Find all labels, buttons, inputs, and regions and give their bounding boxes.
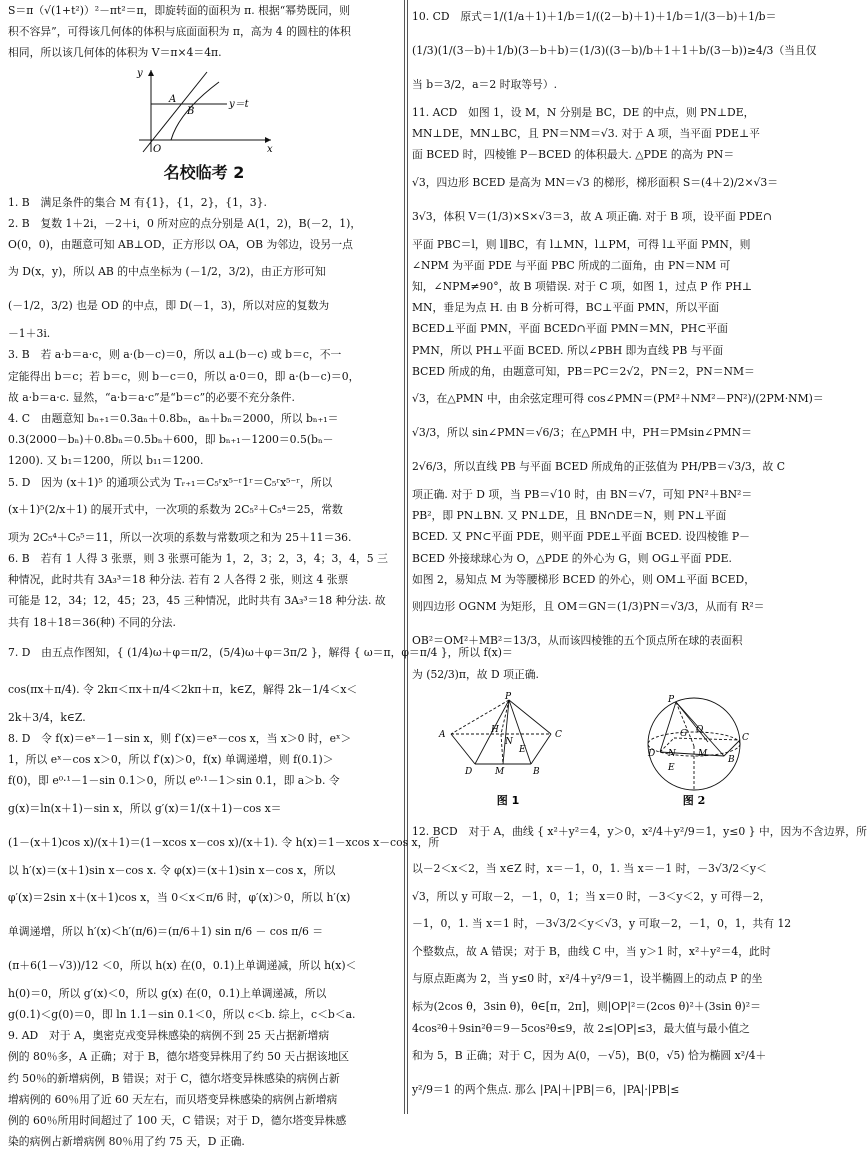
text-line: S＝π（√(1+t²)）²－πt²＝π，即旋转面的面积为 π. 根据“幂势既同，则 xyxy=(8,4,351,17)
text-line: MN⊥DE，MN⊥BC，且 PN＝NM＝√3. 对于 A 项，当平面 PDE⊥平 xyxy=(412,127,760,141)
text-line: (x＋1)⁵(2/x＋1) 的展开式中，一次项的系数为 2C₅²＋C₅⁴＝25，常数 xyxy=(8,502,343,516)
text-line: 染的病例占新增病例 80％用了约 75 天，D 正确. xyxy=(8,1135,245,1149)
fig1-label-e: E xyxy=(518,745,526,756)
text-line: 3√3，体积 V＝(1/3)×S×√3＝3，故 A 项正确. 对于 B 项，设平面 PDE∩ xyxy=(412,209,772,223)
text-line: 共有 18＋18＝36(种) 不同的分法. xyxy=(8,615,176,629)
text-line: 标为(2cos θ，3sin θ)，θ∈[π，2π]，则|OP|²＝(2cos θ)²＋(3sin θ)²＝ xyxy=(412,1000,761,1014)
pyramid-figure-svg xyxy=(433,692,583,808)
text-line: 故 a·b＝a·c. 显然，“a·b＝a·c”是“b＝c”的必要不充分条件. xyxy=(8,390,295,404)
x-axis-label: x xyxy=(267,143,273,155)
fig2-label-d: D xyxy=(647,749,655,760)
text-line: 以－2＜x＜2，当 x∈Z 时，x＝－1，0，1. 当 x＝－1 时，－3√3/2＜y＜ xyxy=(412,862,767,876)
text-line: 4cos²θ＋9sin²θ＝9－5cos²θ≤9，故 2≤|OP|≤3，最大值与最小值之 xyxy=(412,1021,750,1035)
answer-1: 1. B 满足条件的集合 M 有{1}，{1，2}，{1，3}. xyxy=(8,195,267,209)
text-line: (π＋6(1－√3))/12 ＜0，所以 h(x) 在(0，0.1)上单调递减，所以 h(x)＜ xyxy=(8,958,357,972)
line-label: y＝t xyxy=(229,98,249,110)
origin-label: O xyxy=(153,143,162,155)
text-line: √3，在△PMN 中，由余弦定理可得 cos∠PMN＝(PM²＋NM²－PN²)/(2PM·NM)＝ xyxy=(412,392,824,406)
answer-4: 4. C 由题意知 bₙ₊₁＝0.3aₙ＋0.8bₙ，aₙ＋bₙ＝2000，所以 bₙ₊₁＝ xyxy=(8,412,339,426)
text-line: √3，所以 y 可取－2，－1，0，1；当 x＝0 时，－3＜y＜2，y 可得－2， xyxy=(412,890,771,904)
text-line: 积不容异”，可得该几何体的体积与底面面积为 π，高为 4 的圆柱的体积 xyxy=(8,25,351,39)
text-line: O(0，0)，由题意可知 AB⊥OD，正方形以 OA，OB 为邻边，设另一点 xyxy=(8,238,353,252)
text-line: 则四边形 OGNM 为矩形，且 OM＝GN＝(1/3)PN＝√3/3，从而有 R²＝ xyxy=(412,600,765,614)
text-line: 与原点距离为 2，当 y≤0 时，x²/4＋y²/9＝1，设半椭圆上的动点 P 的坐 xyxy=(412,972,763,986)
fig1-label-m: M xyxy=(494,767,504,778)
answer-5: 5. D 因为 (x＋1)⁵ 的通项公式为 Tᵣ₊₁＝C₅ʳx⁵⁻ʳ1ʳ＝C₅ʳx⁵⁻ʳ，所以 xyxy=(8,475,333,489)
fig1-caption: 图 1 xyxy=(496,794,519,808)
text-line: 0.3(2000－bₙ)＋0.8bₙ＝0.5bₙ＋600，即 bₙ₊₁－1200＝0.5(bₙ－ xyxy=(8,433,334,447)
answer-12: 12. BCD 对于 A，曲线 { x²＋y²＝4，y＞0，x²/4＋y²/9＝1，y≤0 } 中，因为不含边界，所 xyxy=(412,825,867,839)
figures-row xyxy=(412,692,784,812)
text-line: 可能是 12，34；12，45；23，45 三种情况，此时共有 3A₃³＝18 种分法. 故 xyxy=(8,594,386,608)
answer-2: 2. B 复数 1＋2i，－2＋i，0 所对应的点分别是 A(1，2)，B(－2，1)， xyxy=(8,216,362,230)
y-axis-label: y xyxy=(137,67,143,79)
rotation-figure-svg xyxy=(129,64,279,154)
text-line: ∠NPM 为平面 PDE 与平面 PBC 所成的二面角，由 PN＝NM 可 xyxy=(412,258,731,272)
text-line: －1，0，1. 当 x＝1 时，－3√3/2＜y＜√3，y 可取－2，－1，0，1，共有 12 xyxy=(412,917,792,931)
text-line: MN，垂足为点 H. 由 B 分析可得，BC⊥平面 PMN，所以平面 xyxy=(412,301,720,315)
text-line: (1/3)(1/(3－b)＋1/b)(3－b＋b)＝(1/3)((3－b)/b＋1＋1＋b/(3－b))≥4/3（当且仅 xyxy=(412,44,817,57)
fig1-label-b: B xyxy=(532,767,540,778)
text-line: 为 D(x，y)，所以 AB 的中点坐标为 (－1/2，3/2)，由正方形可知 xyxy=(8,265,326,279)
text-line: 项正确. 对于 D 项，当 PB＝√10 时，由 BN＝√7，可知 PN²＋BN²＝ xyxy=(412,488,753,502)
fig2-label-b: B xyxy=(727,755,735,766)
text-line: 和为 5，B 正确；对于 C，因为 A(0，－√5)，B(0，√5) 恰为椭圆 x²/4＋ xyxy=(412,1048,767,1062)
text-line: 面 BCED 时，四棱锥 P－BCED 的体积最大. △PDE 的高为 PN＝ xyxy=(412,148,735,162)
text-line: g(x)＝ln(x＋1)－sin x，所以 g′(x)＝1/(x＋1)－cos x＝ xyxy=(8,801,282,815)
text-line: 2k＋3/4，k∈Z. xyxy=(8,710,86,724)
section-heading: 名校临考 2 xyxy=(163,162,245,182)
fig1-label-h: H xyxy=(490,725,499,736)
text-line: PB²，即 PN⊥BN. 又 PN⊥DE，且 BN∩DE＝N，则 PN⊥平面 xyxy=(412,509,727,523)
figure-2 xyxy=(624,696,764,812)
text-line: 定能得出 b＝c；若 b＝c，则 b－c＝0，所以 a·0＝0，即 a·(b－c)＝0， xyxy=(8,369,360,383)
text-line: y²/9＝1 的两个焦点. 那么 |PA|＋|PB|＝6，|PA|·|PB|≤ xyxy=(412,1082,680,1096)
point-b-label: B xyxy=(187,105,195,117)
fig1-label-c: C xyxy=(554,730,562,741)
text-line: √3/3，所以 sin∠PMN＝√6/3；在△PMH 中，PH＝PMsin∠PMN＝ xyxy=(412,426,752,440)
fig2-label-e: E xyxy=(667,763,675,774)
rotation-figure xyxy=(8,64,400,154)
text-line: 平面 PBC＝l，则 l∥BC，有 l⊥MN，l⊥PM，可得 l⊥平面 PMN，则 xyxy=(412,237,751,251)
answer-11: 11. ACD 如图 1，设 M，N 分别是 BC，DE 的中点，则 PN⊥DE， xyxy=(412,106,755,119)
text-line: 例的 60％所用时间超过了 100 天，C 错误；对于 D，德尔塔变异株感 xyxy=(8,1114,347,1128)
text-line: 单调递增，所以 h′(x)＜h′(π/6)＝(π/6＋1) sin π/6 － cos π/6 ＝ xyxy=(8,924,324,938)
column-divider xyxy=(404,0,405,1114)
text-line: BCED. 又 PN⊂平面 PDE，则平面 PDE⊥平面 BCED. 设四棱锥 P－ xyxy=(412,530,750,544)
text-line: 种情况，此时共有 3A₃³＝18 种分法. 若有 2 人各得 2 张，则这 4 张票 xyxy=(8,573,349,587)
fig2-label-c: C xyxy=(741,733,749,744)
text-line: g(0.1)＜g(0)＝0，即 ln 1.1－sin 0.1＜0，所以 c＜b. 综上，c＜b＜a. xyxy=(8,1008,356,1022)
text-line: PMN，所以 PH⊥平面 BCED. 所以∠PBH 即为直线 PB 与平面 xyxy=(412,343,724,357)
text-line: 1200). 又 b₁＝1200，所以 b₁₁＝1200. xyxy=(8,454,204,468)
fig2-label-m: M xyxy=(697,749,707,760)
text-line: h(0)＝0，所以 g′(x)＜0，所以 g(x) 在(0，0.1)上单调递减，所以 xyxy=(8,986,327,1000)
fig2-label-o: O xyxy=(695,725,703,736)
text-line: φ′(x)＝2sin x＋(x＋1)cos x，当 0＜x＜π/6 时，φ′(x)＞0，所以 h′(x) xyxy=(8,890,351,904)
text-line: f(0)，即 e⁰·¹－1－sin 0.1＞0，所以 e⁰·¹－1＞sin 0.1，即 a＞b. 令 xyxy=(8,774,340,788)
text-line: 增病例的 60％用了近 60 天左右，而贝塔变异株感染的病例占新增病 xyxy=(8,1092,338,1106)
answer-10: 10. CD 原式＝1/(1/a＋1)＋1/b＝1/((2－b)＋1)＋1/b＝1/(3－b)＋1/b＝ xyxy=(412,10,777,23)
right-column xyxy=(412,0,867,1114)
fig1-label-p: P xyxy=(504,692,511,703)
text-line: －1＋3i. xyxy=(8,327,51,341)
answer-3: 3. B 若 a·b＝a·c，则 a·(b－c)＝0，所以 a⊥(b－c) 或 b＝c，不一 xyxy=(8,348,342,362)
text-line: 知，∠NPM≠90°，故 B 项错误. 对于 C 项，如图 1，过点 P 作 PH⊥ xyxy=(412,280,753,294)
text-line: 个整数点，故 A 错误；对于 B，曲线 C 中，当 y＞1 时，x²＋y²＝4，此时 xyxy=(412,945,771,959)
answer-8: 8. D 令 f(x)＝eˣ－1－sin x，则 f′(x)＝eˣ－cos x，当 x＞0 时，eˣ＞ xyxy=(8,732,352,746)
text-line: BCED 所成的角，由题意可知，PB＝PC＝2√2，PN＝2，PN＝NM＝ xyxy=(412,364,755,378)
text-line: 为 (52/3)π，故 D 项正确. xyxy=(412,668,539,682)
text-line: 2√6/3，所以直线 PB 与平面 BCED 所成角的正弦值为 PH/PB＝√3/3，故 C xyxy=(412,460,786,474)
fig2-caption: 图 2 xyxy=(682,794,705,808)
fig2-label-g: G xyxy=(679,729,687,740)
text-line: OB²＝OM²＋MB²＝13/3，从而该四棱锥的五个顶点所在球的表面积 xyxy=(412,634,743,648)
text-line: 约 50％的新增病例，B 错误；对于 C，德尔塔变异株感染的病例占新 xyxy=(8,1071,340,1085)
text-line: BCED 外接球球心为 O，△PDE 的外心为 G，则 OG⊥平面 PDE. xyxy=(412,551,732,565)
fig1-label-d: D xyxy=(464,767,472,778)
text-line: 项为 2C₅⁴＋C₅⁵＝11，所以一次项的系数与常数项之和为 25＋11＝36. xyxy=(8,530,352,544)
text-line: (1－(x＋1)cos x)/(x＋1)＝(1－xcos x－cos x)/(x＋1). 令 h(x)＝1－xcos x－cos x，所 xyxy=(8,835,440,849)
answer-9: 9. AD 对于 A，奥密克戎变异株感染的病例不到 25 天占据新增病 xyxy=(8,1029,330,1043)
text-line: 相同，所以该几何体的体积为 V＝π×4＝4π. xyxy=(8,46,222,60)
text-line: 以 h′(x)＝(x＋1)sin x－cos x. 令 φ(x)＝(x＋1)sin x－cos x，所以 xyxy=(8,863,336,877)
text-line: 1，所以 eˣ－cos x＞0，所以 f′(x)＞0，f(x) 单调递增，则 f(0.1)＞ xyxy=(8,753,334,767)
figure-1 xyxy=(433,692,583,812)
point-a-label: A xyxy=(169,93,177,105)
text-line: BCED⊥平面 PMN，平面 BCED∩平面 PMN＝MN，PH⊂平面 xyxy=(412,322,728,336)
fig1-label-n: N xyxy=(504,737,513,748)
answer-7: 7. D 由五点作图知，{ (1/4)ω＋φ＝π/2，(5/4)ω＋φ＝3π/2 }，解得 { ω＝π，φ＝π/4 }，所以 f(x)＝ xyxy=(8,645,513,659)
answer-6: 6. B 若有 1 人得 3 张票，则 3 张票可能为 1，2，3；2，3，4；3，4，5 三 xyxy=(8,552,388,566)
fig2-label-p: P xyxy=(667,695,674,706)
text-line: cos(πx＋π/4). 令 2kπ＜πx＋π/4＜2kπ＋π，k∈Z，解得 2k－1/4＜x＜ xyxy=(8,682,358,696)
text-line: 例的 80％多，A 正确；对于 B，德尔塔变异株用了约 50 天占据该地区 xyxy=(8,1050,350,1064)
text-line: 当 b＝3/2，a＝2 时取等号）. xyxy=(412,78,558,91)
fig1-label-a: A xyxy=(438,730,445,741)
text-line: (－1/2，3/2) 也是 OD 的中点，即 D(－1，3)，所以对应的复数为 xyxy=(8,299,330,313)
text-line: 如图 2，易知点 M 为等腰梯形 BCED 的外心，则 OM⊥平面 BCED， xyxy=(412,572,756,586)
fig2-label-n: N xyxy=(667,749,676,760)
text-line: √3，四边形 BCED 是高为 MN＝√3 的梯形，梯形面积 S＝(4＋2)/2×√3＝ xyxy=(412,175,779,189)
column-divider-inner xyxy=(407,0,408,1114)
sphere-figure-svg xyxy=(624,696,764,808)
